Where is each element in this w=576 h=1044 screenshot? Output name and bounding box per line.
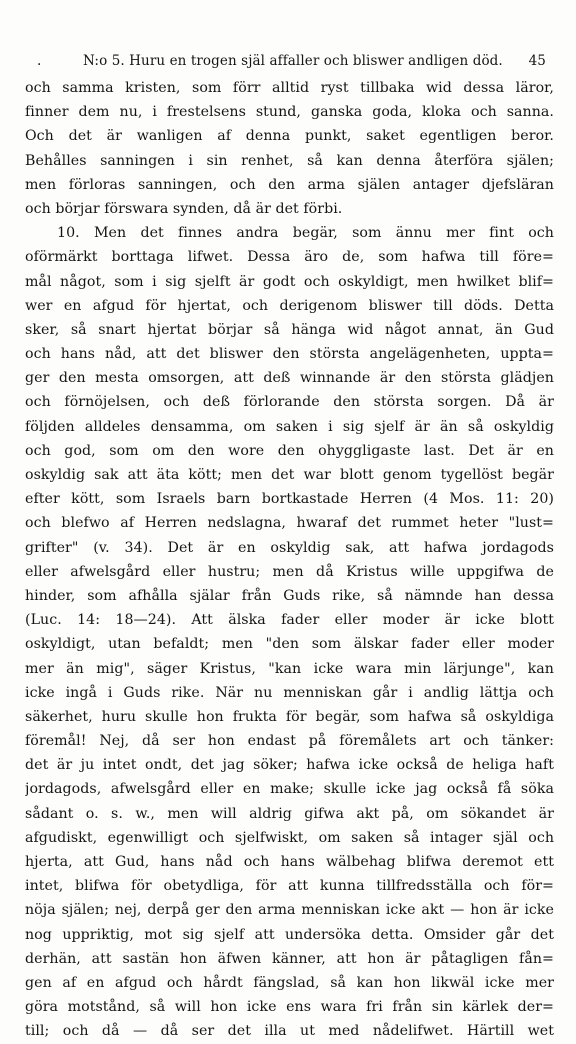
text-line: afgudiskt, egenwilligt och sjelfwiskt, om saken så intager själ och: [25, 829, 554, 846]
text-line: efter kött, som Israels barn bortkastade Herren (4 Mos. 11: 20): [25, 491, 554, 508]
text-line: icke ingå i Guds rike. När nu menniskan går i andlig lättja och: [25, 684, 554, 701]
page-header: [25, 50, 554, 72]
text-line: och blefwo af Herren nedslagna, hwaraf det rummet heter "lust=: [25, 515, 554, 532]
text-line: göra motstånd, så will hon icke ens wara fri från sin kärlek der=: [25, 999, 554, 1016]
text-line: oskyldig sak att äta kött; men det war blott genom tygellöst begär: [25, 467, 554, 483]
text-line: och god, som om den wore den ohyggligaste last. Det är en: [25, 442, 554, 459]
text-line: sådant o. s. w., men will aldrig gifwa akt på, om sökandet är: [25, 805, 554, 822]
text-line: Och det är wanligen af denna punkt, saket egentligen beror.: [25, 128, 554, 145]
text-line: och hans nåd, att det bliswer den största angelägenheten, uppta=: [25, 346, 554, 363]
text-line: säkerhet, huru skulle hon frukta för begär, som hafwa så oskyldiga: [25, 708, 554, 725]
text-line: hjerta, att Gud, hans nåd och hans wälbehag blifwa deremot ett: [25, 854, 554, 870]
text-line: nog uppriktig, mot sig sjelf att undersöka detta. Omsider går det: [25, 926, 554, 943]
text-line: oförmärkt borttaga lifwet. Dessa äro de, som hafwa till före=: [25, 249, 554, 266]
text-line: och förnöjelsen, och deß förlorande den största sorgen. Då är: [25, 394, 554, 411]
text-line: grifter" (v. 34). Det är en oskyldig sak, att hafwa jordagods: [25, 539, 554, 556]
text-line: gen af en afgud och hårdt fängslad, så kan hon likwäl icke mer: [25, 974, 554, 991]
text-line: sker, så snart hjertat börjar så hänga wid något annat, än Gud: [25, 321, 554, 338]
paragraph-start-line: 10. Men det finnes andra begär, som ännu mer fint och: [57, 225, 554, 242]
text-line: hinder, som afhålla själar från Guds rike, så nämnde han dessa: [25, 587, 554, 604]
text-line: nöja själen; nej, derpå ger den arma menniskan icke akt — hon är icke: [25, 902, 554, 919]
text-line: till; och då — då ser det illa ut med nådelifwet. Härtill wet: [25, 1023, 554, 1040]
text-line: Behålles sanningen i sin renhet, så kan denna återföra själen;: [25, 152, 554, 169]
text-line: och samma kristen, som förr alltid ryst tillbaka wid dessa läror,: [25, 80, 554, 96]
text-line: wer en afgud för hjertat, och derigenom bliswer till döds. Detta: [25, 297, 554, 314]
text-line: derhän, att sastän hon äfwen känner, att hon är påtagligen fån=: [25, 950, 554, 967]
text-line: och börjar förswara synden, då är det förbi.: [25, 200, 343, 217]
header-mark: .: [37, 53, 42, 69]
text-line: intet, blifwa för obetydliga, för att kunna tillfredsställa och för=: [25, 878, 554, 895]
text-line: (Luc. 14: 18—24). Att älska fader eller moder är icke blott: [25, 612, 554, 629]
text-line: föremål! Nej, då ser hon endast på föremålets art och tänker:: [25, 733, 554, 750]
text-line: följden alldeles densamma, om saken i sig sjelf är än så oskyldig: [25, 418, 554, 435]
text-line: mer än mig", säger Kristus, "kan icke wara min lärjunge", kan: [25, 660, 554, 677]
text-line: jordagods, afwelsgård eller en make; skulle icke jag också få söka: [25, 781, 554, 798]
body-text: [25, 76, 554, 1044]
running-title: N:o 5. Huru en trogen själ affaller och bliswer andligen död.: [83, 53, 503, 69]
text-line: oskyldigt, utan befaldt; men "den som älskar fader eller moder: [25, 636, 554, 653]
text-line: mål något, som i sig sjelft är godt och oskyldigt, men hwilket blif=: [25, 273, 554, 290]
text-line: det är ju intet ondt, det jag söker; hafwa icke också de heliga haft: [25, 757, 554, 774]
text-line: finner dem nu, i frestelsens stund, ganska goda, kloka och sanna.: [25, 104, 554, 121]
text-line: men förloras sanningen, och den arma själen antager djefsläran: [25, 176, 554, 193]
text-line: ger den mesta omsorgen, att deß winnande är den största glädjen: [25, 370, 554, 387]
page-number: 45: [528, 53, 546, 69]
text-line: eller afwelsgård eller hustru; men då Kristus wille uppgifwa de: [25, 563, 554, 580]
